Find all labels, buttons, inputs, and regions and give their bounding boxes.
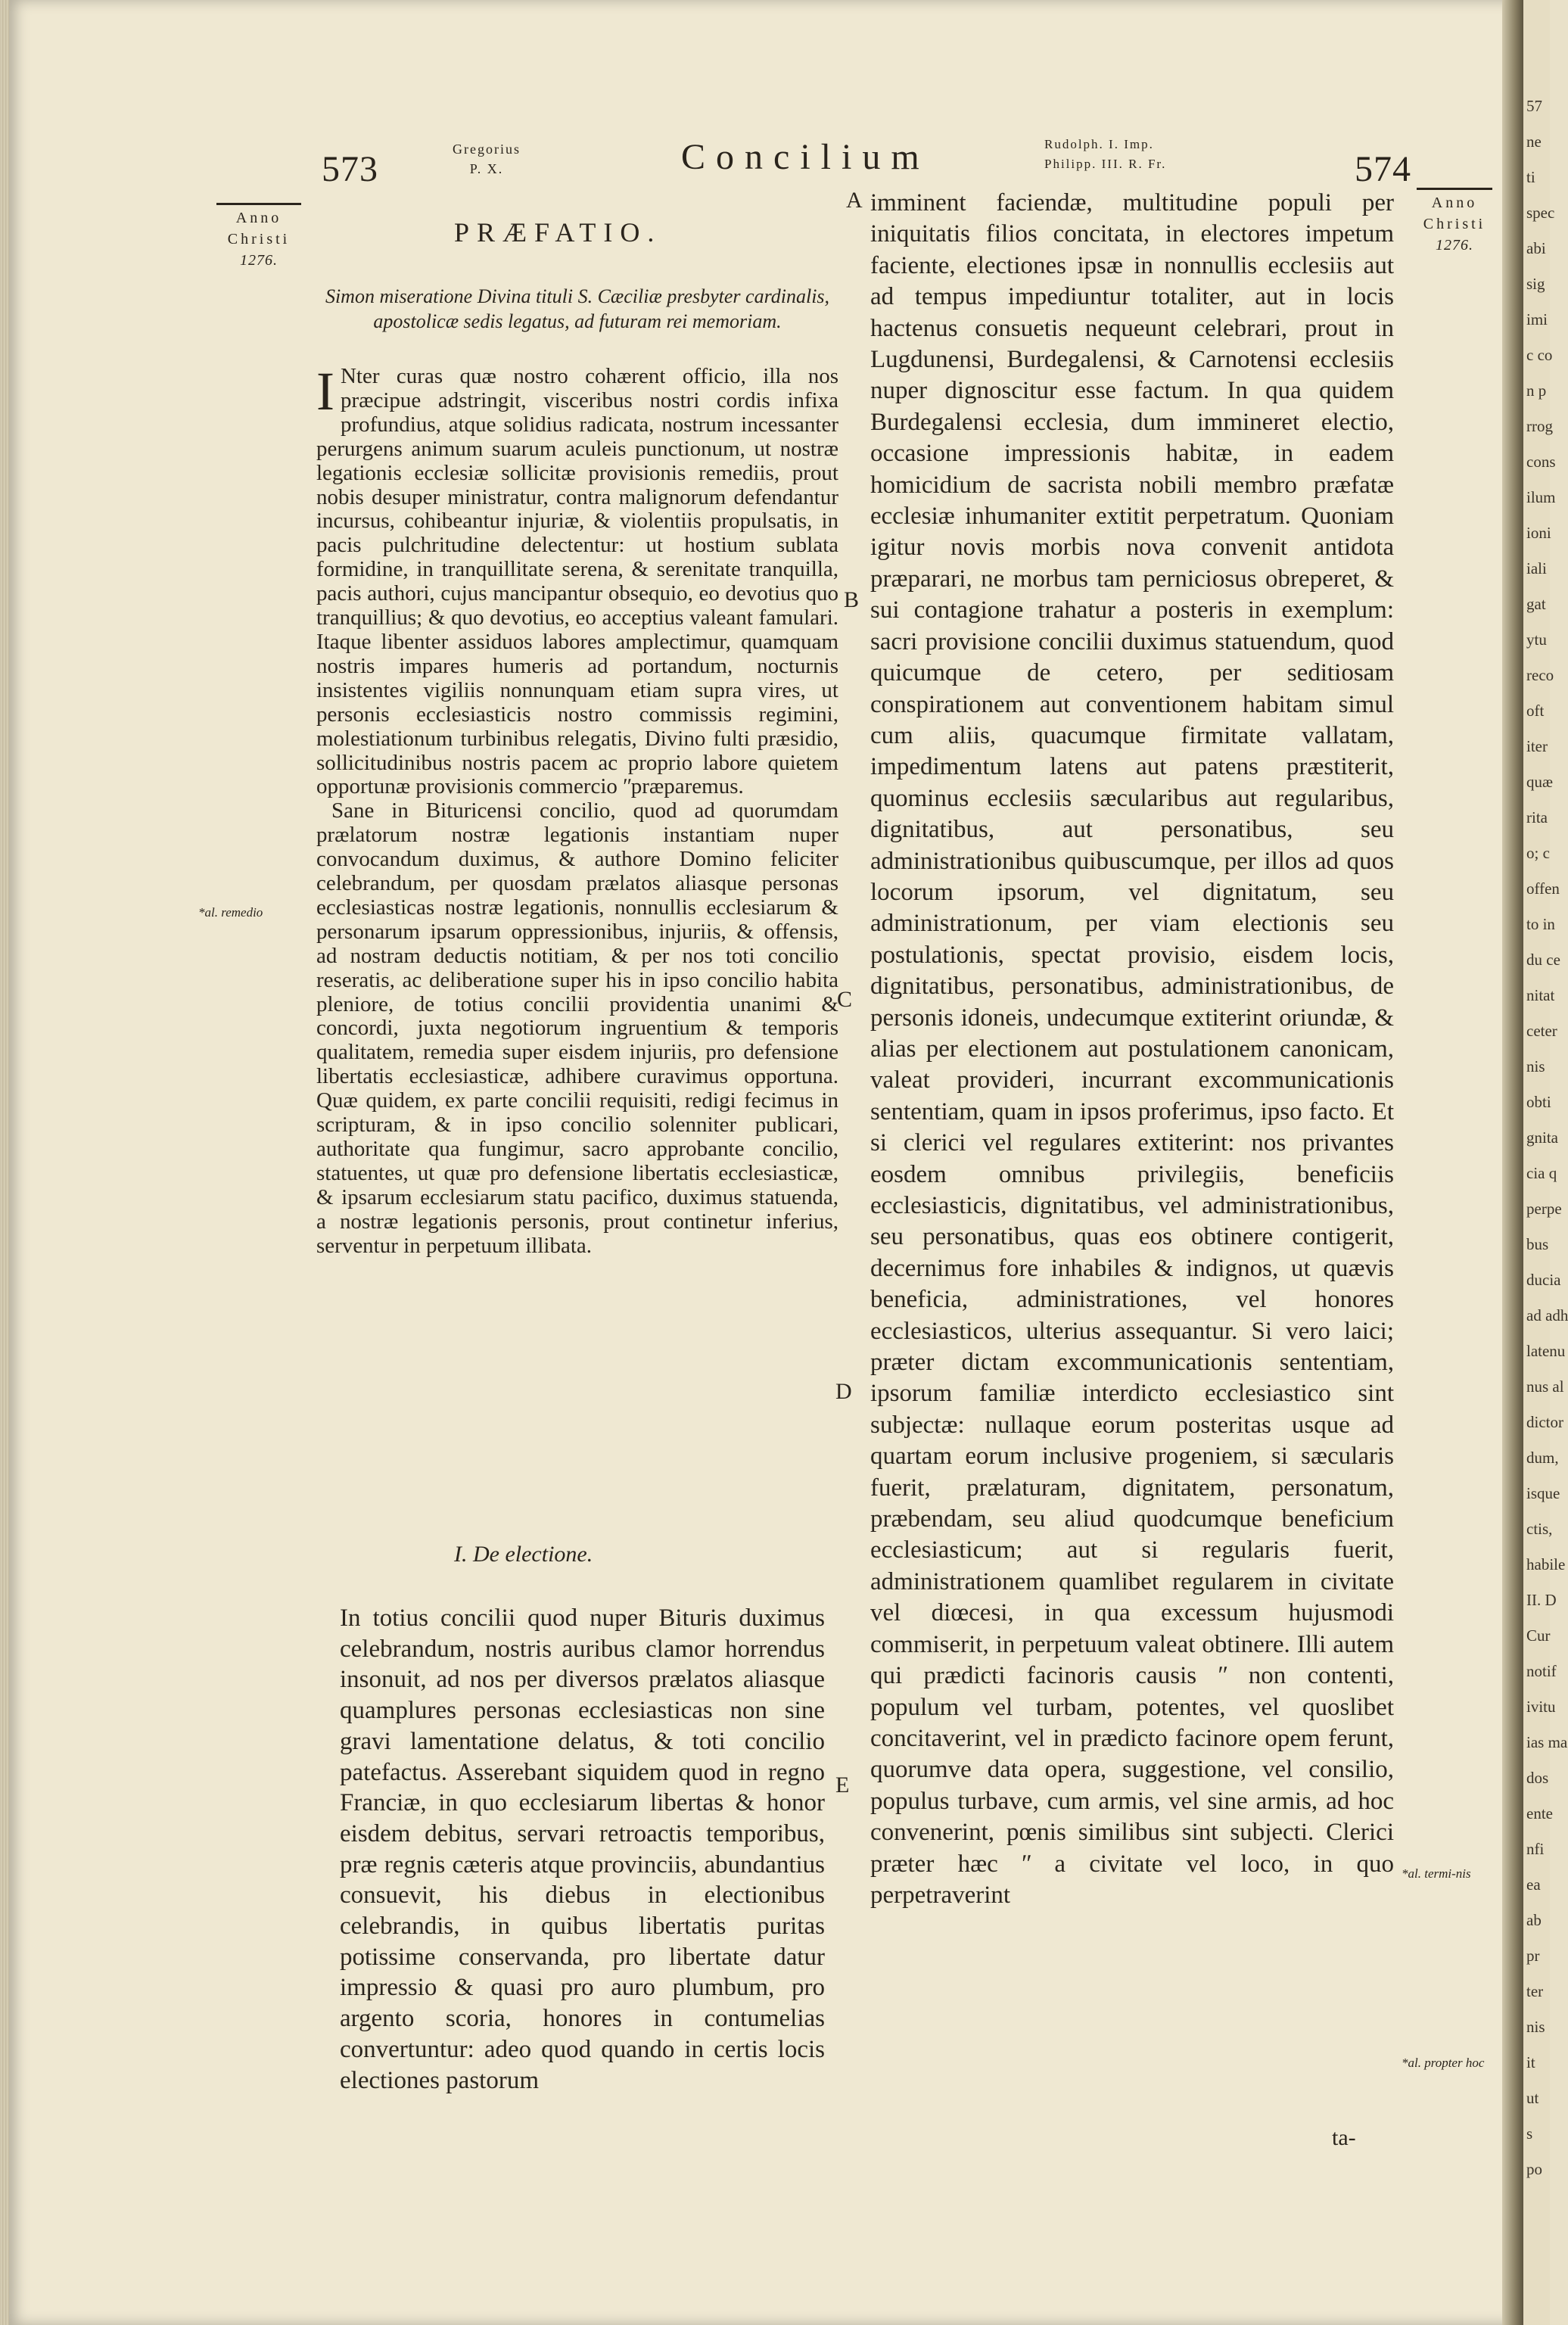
anno-label: Anno: [1431, 195, 1478, 211]
christi-label: Christi: [227, 231, 291, 247]
anno-year: 1276.: [240, 252, 278, 269]
anno-rule-left: [216, 203, 301, 205]
next-page-fragment: po: [1526, 2160, 1542, 2178]
catchword: ta-: [1332, 2125, 1356, 2150]
section-marker-e: E: [835, 1773, 850, 1797]
next-page-fragment: gnita: [1526, 1128, 1558, 1147]
drop-cap: I: [316, 361, 334, 422]
next-page-fragment: nus al: [1526, 1377, 1564, 1396]
section-heading: I. De electione.: [454, 1542, 593, 1567]
next-page-fragment: nfi: [1526, 1840, 1545, 1858]
next-page-fragment: reco: [1526, 666, 1554, 684]
next-page-fragment: Cur: [1526, 1626, 1551, 1645]
next-page-fragment: cia q: [1526, 1164, 1557, 1182]
next-page-fragment: offen: [1526, 879, 1560, 898]
next-page-fragment: perpe: [1526, 1200, 1562, 1218]
next-page-fragment: ilum: [1526, 488, 1556, 506]
next-page-fragment: rita: [1526, 808, 1548, 826]
anno-year: 1276.: [1436, 237, 1473, 254]
next-page-fragment: s: [1526, 2124, 1533, 2143]
section-paragraph: In totius concilii quod nuper Bituris duximus celebrandum, nostris auribus clamor horrendus insonuit, ad nos per diversos prælatos aliasque quamplures personas ecclesiasticas non sine gravi lamentatione delatus, & toti concilio patefactus. Asserebant siquidem quod in regno Franciæ, in quo ecclesiarum libertas & honor eisdem debitus, servari retroactis temporibus, præ regnis cæteris atque provinciis, abundantius consuevit, his diebus in electionibus celebrandis, in quibus libertatis puritas potissime conservanda, pro libertate datur impressio & quasi pro auro plumbum, pro argento scoria, honores in contumelias convertuntur: adeo quod quando in certis locis electiones pastorum: [340, 1604, 825, 2094]
next-page-fragment: imi: [1526, 310, 1548, 328]
next-page-fragment: ctis,: [1526, 1520, 1553, 1538]
next-page-fragment: to in: [1526, 915, 1555, 933]
next-page-fragment: ti: [1526, 168, 1535, 186]
page-number-left: 573: [322, 149, 378, 189]
anno-christi-left: [213, 207, 304, 271]
running-head-emperor: Rudolph. I. Imp.: [1044, 137, 1154, 151]
next-page-fragment: obti: [1526, 1093, 1551, 1111]
running-head-king: Philipp. III. R. Fr.: [1044, 157, 1167, 171]
next-page-fragment: II. D: [1526, 1591, 1557, 1609]
page-number-right: 574: [1355, 149, 1411, 189]
section-marker-c: C: [837, 987, 853, 1012]
christi-label: Christi: [1423, 216, 1486, 232]
right-column-body: [870, 188, 1394, 1911]
next-page-fragment: it: [1526, 2053, 1535, 2071]
next-page-fragment: dos: [1526, 1769, 1549, 1787]
section-marker-d: D: [835, 1379, 852, 1404]
praefatio-intro: Simon miseratione Divina tituli S. Cæciliæ presbyter cardinalis, apostolicæ sedis legatus, ad futuram rei memoriam.: [325, 285, 830, 332]
next-page-fragment: ente: [1526, 1804, 1553, 1822]
next-page-fragment: ivitu: [1526, 1698, 1556, 1716]
next-page-fragment: rrog: [1526, 417, 1553, 435]
next-page-fragment: iali: [1526, 559, 1547, 577]
next-page-fragment: notif: [1526, 1662, 1557, 1680]
margin-note-right-2: *al. propter hoc: [1402, 2056, 1485, 2070]
next-page-fragment: ceter: [1526, 1022, 1557, 1040]
next-page-fragment: nitat: [1526, 986, 1555, 1004]
next-page-fragment: sig: [1526, 275, 1545, 293]
right-column-paragraph: imminent faciendæ, multitudine populi per iniquitatis filios concitata, in electores impetum faciente, electiones ipsæ in nonnullis ecclesiis aut ad tempus impediuntur totaliter, aut in locis hactenus consuetis nequeunt celebrari, prout in Lugdunensi, Burdegalensi, & Carnotensi ecclesiis nuper dignoscitur esse factum. In qua quidem Burdegalensi ecclesia, dum immineret electio, occasione impressionis habitæ, in eadem homicidium de sacrista nobili membro præfatæ ecclesiæ inhumaniter extitit perpetratum. Quoniam igitur novis morbis nova convenit antidota præparari, ne morbus tam perniciosus obreperet, & sui contagione trahatur a posteris in exemplum: sacri provisione concilii duximus statuendum, quod quicumque de cetero, per seditiosam conspirationem aut conventionem habitam simul cum aliis, quacumque firmitate vallatam, impedimentum latens aut patens præstiterit, quominus ecclesiis sæcularibus aut regularibus, dignitatibus, aut personatibus, seu administrationibus quibuscumque, per illos ad quos locorum ipsorum, vel dignitatum, seu administrationum, per viam electionis seu postulationis, spectat provisio, eisdem locis, dignitatibus, personatibus, administrationibus, de personis idoneis, undecumque extiterint oriundæ, & alias per electionem aut postulationem canonicam, valeat provideri, incurrant excommunicationis sententiam, quam in ipsos proferimus, ipso facto. Et si clerici vel regulares extiterint: nos privantes eosdem omnibus privilegiis, beneficiis ecclesiasticis, dignitatibus, vel administrationibus, seu personatibus, quas eos obtinere contigerit, decernimus fore inhabiles & indignos, ut quævis beneficia, administrationes, vel honores ecclesiasticos, ulterius assequantur. Si vero laici; præter dictam excommunicationis sententiam, ipsorum familiæ interdicto ecclesiastico sint subjectæ: nullaque eorum posteritas usque ad quartam eorum inclusive progeniem, si sæcularis fuerit, prælaturam, dignitatem, personatum, præbendam, seu aliud quodcumque beneficium ecclesiasticum; aut si regularis fuerit, administrationem quamlibet regularem in civitate vel diœcesi, in qua excessum hujusmodi commiserit, in perpetuum valeat obtinere. Illi autem qui prædicti facinoris causis ʺ non contenti, populum vel turbam, potentes, vel quoslibet concitaverint, vel in prædicto facinore opem ferunt, quorumve data opera, suggestione, vel consilio, populus turbave, cum armis, vel sine armis, ad hoc convenerint, pœnis similibus sint subjecti. Clerici præter hæc ʺ a civitate vel loco, in quo perpetraverint: [870, 189, 1394, 1909]
running-head-right: [1044, 135, 1166, 174]
next-page-fragment: n p: [1526, 381, 1547, 400]
next-page-fragment: ioni: [1526, 524, 1551, 542]
next-page-fragment: c co: [1526, 346, 1553, 364]
running-head-title: Concilium: [681, 137, 930, 177]
next-page-fragment: ytu: [1526, 630, 1547, 649]
praefatio-heading: PRÆFATIO.: [454, 217, 662, 247]
next-page-fragment: ab: [1526, 1911, 1542, 1929]
next-page-fragment: bus: [1526, 1235, 1549, 1253]
next-page-fragment: spec: [1526, 204, 1555, 222]
next-page-fragment: dum,: [1526, 1449, 1559, 1467]
next-page-fragment: abi: [1526, 239, 1546, 257]
next-page-fragment: ne: [1526, 132, 1542, 151]
next-page-fragment: gat: [1526, 595, 1546, 613]
next-page-fragment: isque: [1526, 1484, 1560, 1502]
next-page-fragment: habile: [1526, 1555, 1566, 1573]
next-page-fragment: ea: [1526, 1875, 1541, 1894]
next-page-fragment: latenu: [1526, 1342, 1566, 1360]
next-page-fragment: pr: [1526, 1947, 1540, 1965]
next-page-fragment: quæ: [1526, 773, 1554, 791]
next-page-fragment: dictor: [1526, 1413, 1563, 1431]
next-page-fragment: ducia: [1526, 1271, 1561, 1289]
praefatio-paragraph-1: [316, 361, 838, 799]
next-page-fragment: nis: [1526, 1057, 1545, 1075]
anno-christi-right: [1412, 192, 1497, 256]
running-head-pope: Gregorius: [453, 142, 521, 157]
praefatio-body: [316, 361, 838, 1259]
next-page-fragment: cons: [1526, 453, 1556, 471]
praefatio-paragraph-2: Sane in Bituricensi concilio, quod ad quorumdam prælatorum nostræ legationis instantiam nuper convocandum duximus, & authore Domino feliciter celebrandum, per quosdam prælatos aliasque personas ecclesiasticas nostræ legationis, nonnullis ecclesiarum & personarum ipsarum oppressionibus, injuriis, & offensis, ad nostram deductis notitiam, & per nos toti concilio reseratis, ac deliberatione super his in ipso concilio habita pleniore, de totius concilii providentia unanimi & concordi, juxta negotiorum ingruentium & temporis qualitatem, remedia super eisdem injuriis, pro defensione libertatis ecclesiasticæ, adhibere curavimus opportuna. Quæ quidem, ex parte concilii requisiti, redigi fecimus in scripturam, & in ipso concilio solenniter publicari, authoritate qua fungimur, sacro approbante concilio, statuentes, ut quæ pro defensione libertatis ecclesiasticæ, & ipsarum ecclesiarum statu pacifico, duximus statuenda, a nostræ legationis personis, prout continetur inferius, serventur in perpetuum illibata.: [316, 798, 838, 1258]
book-gutter: [1502, 0, 1523, 2325]
running-head-left: [453, 139, 521, 179]
next-page-fragment: ter: [1526, 1982, 1544, 2000]
next-page-fragment: ias ma: [1526, 1733, 1568, 1751]
next-page-fragment: 57: [1526, 97, 1542, 115]
next-page-fragment: o; c: [1526, 844, 1550, 862]
running-head-pope-number: P. X.: [469, 161, 504, 176]
section-marker-b: B: [844, 587, 860, 612]
margin-note-left: *al. remedio: [198, 905, 263, 920]
next-page-fragment: iter: [1526, 737, 1548, 755]
paragraph-text: Nter curas quæ nostro cohærent officio, illa nos præcipue adstringit, visceribus nostri cordis infixa profundius, atque solidius radicata, nostrum incessanter perurgens animum suarum aculeis punctionum, ut nostræ legationis ecclesiæ sollicitæ provisionis remediis, prout nobis desuper ministratur, contra malignorum defendantur incursus, cohibeantur injuriæ, & violentiis propulsatis, in pacis pulchritudine delectentur: ut hostium sublata formidine, in tranquillitate serena, & serenitate tranquilla, pacis authori, cujus mancipantur obsequio, eo devotius quo tranquillius; & quo devotius, eo acceptius valeant famulari. Itaque libenter assiduos labores amplectimur, quamquam nostris impares humeris ad portandum, nocturnis insistentes vigiliis nonnunquam etiam supra vires, ut personis ecclesiasticis nostro commissis regimini, molestiationum turbinibus relegatis, Divino fulti præsidio, sollicitudinibus nostris pacem ac proprio labore quietem opportunæ provisionis commercio ʺpræparemus.: [316, 364, 838, 799]
anno-rule-right: [1417, 188, 1492, 190]
next-page-fragment: oft: [1526, 702, 1545, 720]
section-body: [340, 1603, 825, 2096]
next-page-fragment: nis: [1526, 2018, 1545, 2036]
section-marker-a: A: [846, 188, 863, 213]
margin-note-right-1: *al. termi-nis: [1402, 1866, 1471, 1881]
next-page-fragment: ut: [1526, 2089, 1539, 2107]
anno-label: Anno: [235, 210, 282, 226]
next-page-sliver: [1523, 0, 1568, 2325]
next-page-fragment: du ce: [1526, 951, 1560, 969]
next-page-fragment: ad adh: [1526, 1306, 1568, 1324]
